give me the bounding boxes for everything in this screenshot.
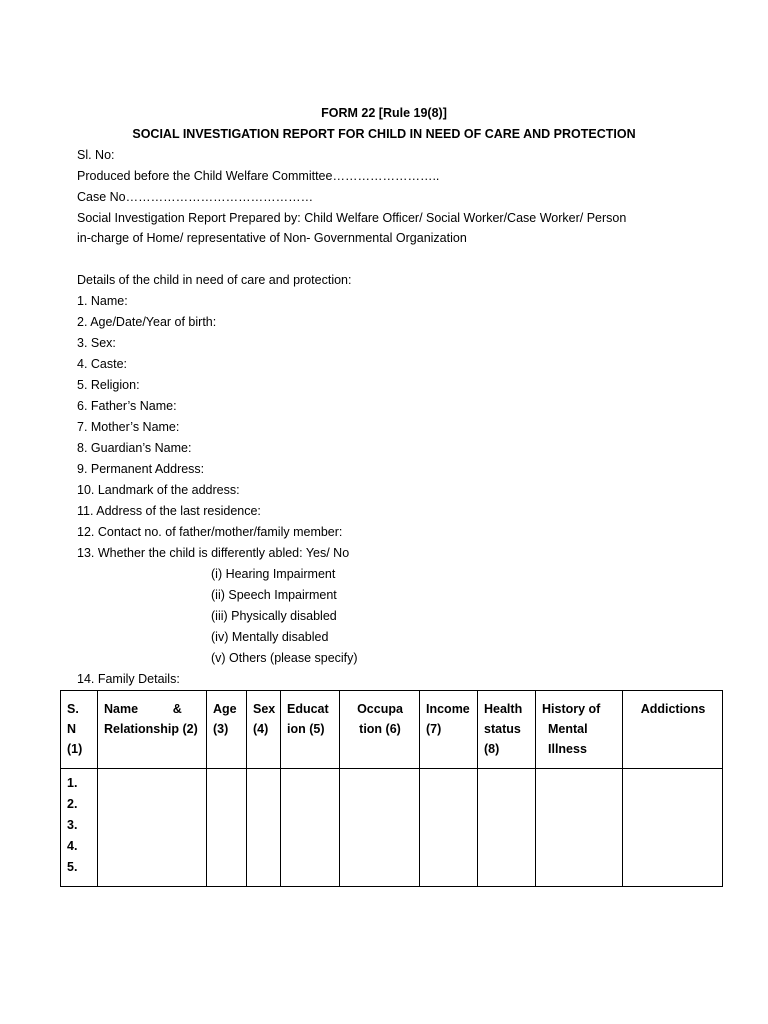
cell-income[interactable] — [420, 769, 478, 887]
form-title: FORM 22 [Rule 19(8)] — [321, 106, 447, 120]
case-no-label: Case No……………………………………… — [77, 190, 314, 204]
disability-hearing: (i) Hearing Impairment — [211, 567, 336, 581]
disability-physical: (iii) Physically disabled — [211, 609, 337, 623]
produced-before-label: Produced before the Child Welfare Committee…………………….. — [77, 169, 440, 183]
header-health-status: Health status (8) — [478, 691, 536, 769]
item-contact-no: 12. Contact no. of father/mother/family member: — [77, 525, 343, 539]
header-sn: S. N (1) — [61, 691, 98, 769]
details-heading: Details of the child in need of care and protection: — [77, 273, 352, 287]
header-sex: Sex (4) — [247, 691, 281, 769]
item-last-residence: 11. Address of the last residence: — [77, 504, 261, 518]
row-number: 2. — [67, 797, 78, 811]
disability-others: (v) Others (please specify) — [211, 651, 358, 665]
item-landmark: 10. Landmark of the address: — [77, 483, 240, 497]
disability-mental: (iv) Mentally disabled — [211, 630, 329, 644]
item-differently-abled: 13. Whether the child is differently abled: Yes/ No — [77, 546, 350, 560]
row-number: 5. — [67, 860, 78, 874]
row-number: 3. — [67, 818, 78, 832]
item-religion: 5. Religion: — [77, 378, 140, 392]
header-addictions: Addictions — [623, 691, 723, 769]
item-permanent-address: 9. Permanent Address: — [77, 462, 205, 476]
item-father-name: 6. Father’s Name: — [77, 399, 177, 413]
cell-age[interactable] — [207, 769, 247, 887]
sl-no-label: Sl. No: — [77, 148, 115, 162]
header-income: Income (7) — [420, 691, 478, 769]
cell-education[interactable] — [281, 769, 340, 887]
cell-name-relationship[interactable] — [98, 769, 207, 887]
form-subtitle: SOCIAL INVESTIGATION REPORT FOR CHILD IN NEED OF CARE AND PROTECTION — [132, 127, 636, 141]
item-sex: 3. Sex: — [77, 336, 116, 350]
header-occupation: Occupa tion (6) — [340, 691, 420, 769]
cell-occupation[interactable] — [340, 769, 420, 887]
item-name: 1. Name: — [77, 294, 128, 308]
cell-addictions[interactable] — [623, 769, 723, 887]
family-details-table — [60, 690, 723, 887]
cell-mental-illness-history[interactable] — [536, 769, 623, 887]
prepared-by-line-2: in-charge of Home/ representative of Non- Governmental Organization — [77, 231, 467, 245]
cell-sex[interactable] — [247, 769, 281, 887]
table-row — [61, 769, 723, 887]
header-age: Age (3) — [207, 691, 247, 769]
item-mother-name: 7. Mother’s Name: — [77, 420, 180, 434]
row-number: 4. — [67, 839, 78, 853]
disability-speech: (ii) Speech Impairment — [211, 588, 337, 602]
table-header-row — [61, 691, 723, 769]
row-numbers-cell — [61, 769, 98, 887]
item-age: 2. Age/Date/Year of birth: — [77, 315, 217, 329]
cell-health-status[interactable] — [478, 769, 536, 887]
header-name-relationship: Name & Relationship (2) — [98, 691, 207, 769]
row-number: 1. — [67, 776, 78, 790]
header-mental-illness-history: History of Mental Illness — [536, 691, 623, 769]
item-caste: 4. Caste: — [77, 357, 128, 371]
prepared-by-line-1: Social Investigation Report Prepared by: Child Welfare Officer/ Social Worker/Case Worker/ Person — [77, 211, 627, 225]
header-education: Educat ion (5) — [281, 691, 340, 769]
family-details-heading: 14. Family Details: — [77, 672, 180, 686]
item-guardian-name: 8. Guardian’s Name: — [77, 441, 192, 455]
